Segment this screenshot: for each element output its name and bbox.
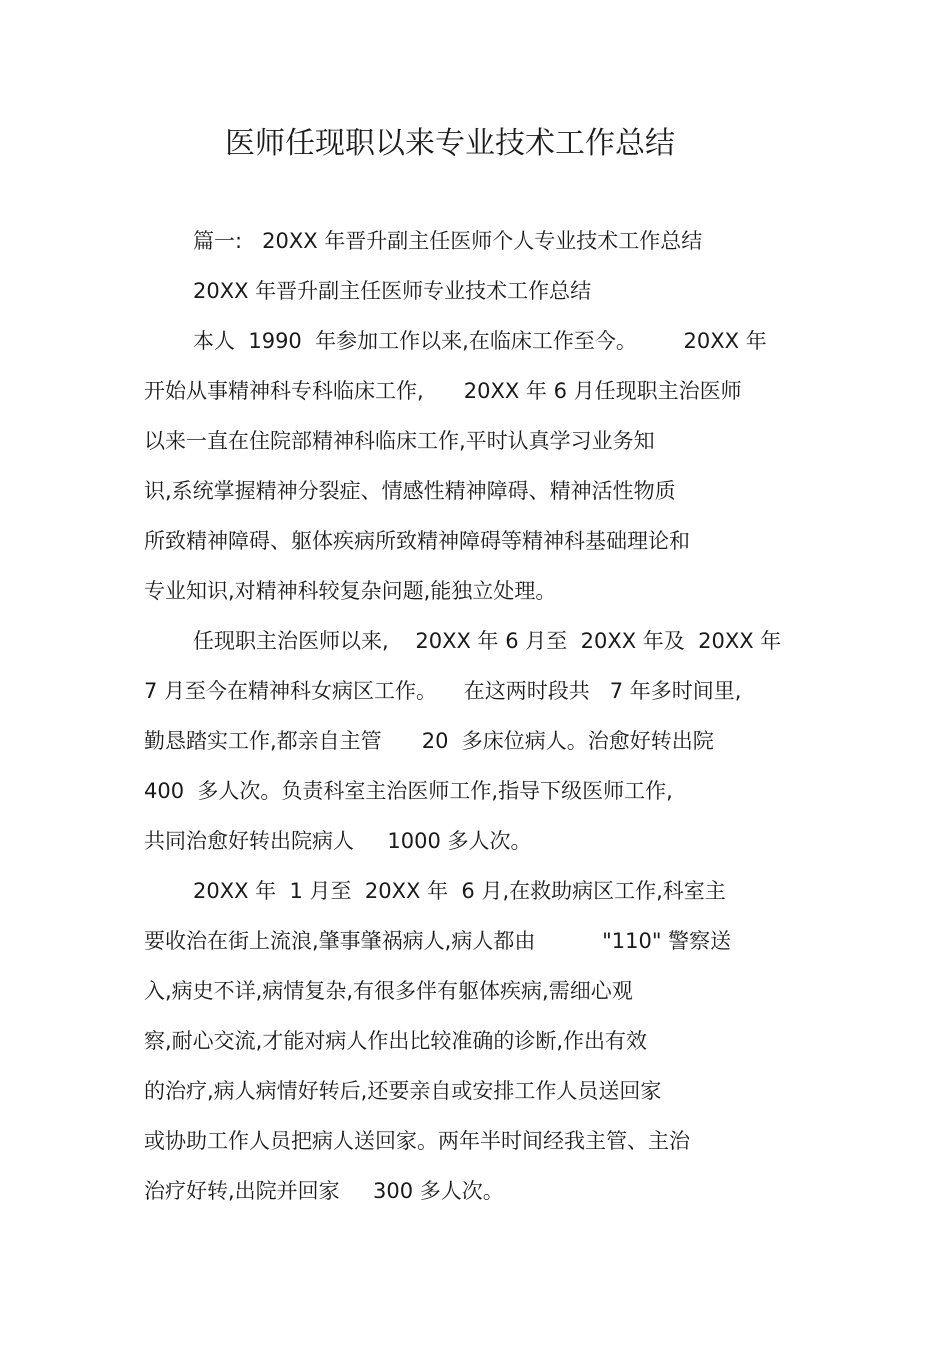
paragraph-2-line-5: 共同治愈好转出院病人 1000 多人次。 — [144, 829, 532, 853]
paragraph-3-line-4: 察,耐心交流,才能对病人作出比较准确的诊断,作出有效 — [144, 1029, 648, 1053]
paragraph-1-line-6: 专业知识,对精神科较复杂问题,能独立处理。 — [144, 579, 557, 603]
paragraph-2-line-1: 任现职主治医师以来, 20XX 年 6 月至 20XX 年及 20XX 年 — [193, 629, 782, 653]
subtitle-line: 20XX 年晋升副主任医师专业技术工作总结 — [193, 279, 592, 303]
paragraph-3-line-7: 治疗好转,出院并回家 300 多人次。 — [144, 1179, 504, 1203]
paragraph-1-line-2: 开始从事精神科专科临床工作, 20XX 年 6 月任现职主治医师 — [144, 379, 742, 403]
paragraph-1-line-4: 识,系统掌握精神分裂症、情感性精神障碍、精神活性物质 — [144, 479, 676, 503]
paragraph-3-line-3: 入,病史不详,病情复杂,有很多伴有躯体疾病,需细心观 — [144, 979, 633, 1003]
paragraph-2-line-4: 400 多人次。负责科室主治医师工作,指导下级医师工作, — [144, 779, 673, 803]
paragraph-3-line-1: 20XX 年 1 月至 20XX 年 6 月,在救助病区工作,科室主 — [193, 879, 726, 903]
paragraph-1-line-1: 本人 1990 年参加工作以来,在临床工作至今。 20XX 年 — [193, 329, 767, 353]
paragraph-1-line-5: 所致精神障碍、躯体疾病所致精神障碍等精神科基础理论和 — [144, 529, 690, 553]
paragraph-3-line-2: 要收治在街上流浪,肇事肇祸病人,病人都由 "110" 警察送 — [144, 929, 732, 953]
paragraph-3-line-5: 的治疗,病人病情好转后,还要亲自或安排工作人员送回家 — [144, 1079, 662, 1103]
document-title: 医师任现职以来专业技术工作总结 — [225, 126, 675, 161]
section-heading: 篇一: 20XX 年晋升副主任医师个人专业技术工作总结 — [193, 229, 703, 253]
paragraph-2-line-3: 勤恳踏实工作,都亲自主管 20 多床位病人。治愈好转出院 — [144, 729, 714, 753]
paragraph-3-line-6: 或协助工作人员把病人送回家。两年半时间经我主管、主治 — [144, 1129, 690, 1153]
paragraph-2-line-2: 7 月至今在精神科女病区工作。 在这两时段共 7 年多时间里, — [144, 679, 742, 703]
paragraph-1-line-3: 以来一直在住院部精神科临床工作,平时认真学习业务知 — [144, 429, 655, 453]
